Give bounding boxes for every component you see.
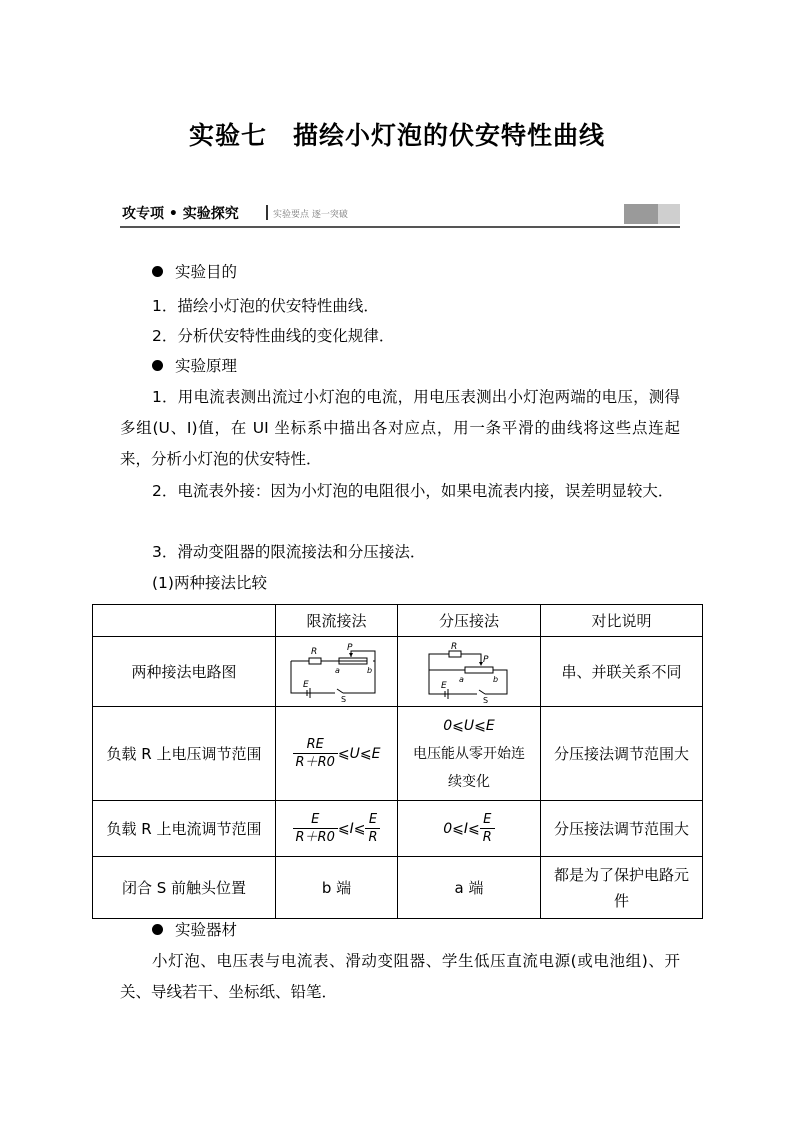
row-label: 负载 R 上电流调节范围: [93, 801, 276, 857]
fraction: $\frac{E}{R}$: [480, 811, 495, 846]
position-limiting: b 端: [276, 857, 398, 919]
row-note: 分压接法调节范围大: [541, 801, 703, 857]
circuit-divider-diagram: [419, 640, 519, 704]
table-header-row: [93, 605, 703, 637]
circuit-limiting-cell: [276, 637, 398, 707]
label-s: S: [483, 695, 489, 704]
circuit-divider-cell: [398, 637, 541, 707]
row-label: 闭合 S 前触头位置: [93, 857, 276, 919]
principle-paragraph-1: 1．用电流表测出流过小灯泡的电流，用电压表测出小灯泡两端的电压，测得多组(U、I)值，在 UI 坐标系中描出各对应点，用一条平滑的曲线将这些点连起来，分析小灯泡的伏安特性．: [120, 388, 680, 468]
heading-equipment: 实验器材: [152, 920, 237, 940]
bullet-icon: [152, 924, 163, 935]
table-header-cell: 限流接法: [276, 605, 398, 637]
heading-principle: 实验原理: [152, 356, 237, 376]
current-range-limiting: $\frac{E}{R+R0}$ ⩽I⩽ $\frac{E}{R}$: [276, 801, 398, 857]
label-r: R: [310, 646, 317, 657]
principle-paragraph-2: 2．电流表外接：因为小灯泡的电阻很小，如果电流表内接，误差明显较大．: [152, 482, 674, 500]
voltage-range-limiting: $\frac{RE}{R+R0}$ ⩽U⩽E: [276, 707, 398, 801]
circuit-limiting-diagram: [287, 641, 387, 703]
row-label: 负载 R 上电压调节范围: [93, 707, 276, 801]
comparison-table: [92, 604, 703, 919]
label-p: P: [346, 642, 352, 653]
principle-paragraph-3: 3．滑动变阻器的限流接法和分压接法．: [152, 543, 426, 561]
table-header-cell: 对比说明: [541, 605, 703, 637]
banner-title: 攻专项 • 实验探究: [122, 206, 239, 222]
purpose-item-1: 1．描绘小灯泡的伏安特性曲线．: [152, 297, 379, 315]
row-note: 分压接法调节范围大: [541, 707, 703, 801]
label-a: a: [459, 674, 464, 684]
page-title: 实验七 描绘小灯泡的伏安特性曲线: [188, 121, 605, 150]
bullet-icon: [152, 266, 163, 277]
position-divider: a 端: [398, 857, 541, 919]
banner-subtitle: 实验要点 逐一突破: [273, 210, 348, 220]
banner-divider: [266, 205, 268, 220]
label-s: S: [340, 694, 346, 703]
label-p: P: [483, 654, 489, 665]
table-header-cell: 分压接法: [398, 605, 541, 637]
fraction: $\frac{RE}{R+R0}$: [293, 736, 338, 771]
label-a: a: [334, 665, 340, 675]
row-note: 串、并联关系不同: [541, 637, 703, 707]
table-header-cell: [93, 605, 276, 637]
purpose-item-2: 2．分析伏安特性曲线的变化规律．: [152, 327, 395, 345]
voltage-range-divider: 0⩽U⩽E 电压能从零开始连 续变化: [398, 707, 541, 801]
label-e: E: [441, 680, 447, 691]
fraction: $\frac{E}{R}$: [365, 811, 380, 846]
table-row: [93, 801, 703, 857]
fraction: $\frac{E}{R+R0}$: [293, 811, 338, 846]
table-row: [93, 857, 703, 919]
row-label: 两种接法电路图: [93, 637, 276, 707]
label-e: E: [302, 679, 309, 690]
label-r: R: [451, 641, 458, 652]
label-b: b: [366, 665, 372, 675]
row-note: 都是为了保护电路元件: [541, 857, 703, 919]
section-banner: [120, 202, 680, 228]
heading-purpose: 实验目的: [152, 262, 237, 282]
banner-decor-dark: [624, 204, 658, 224]
current-range-divider: 0⩽I⩽ $\frac{E}{R}$: [398, 801, 541, 857]
table-row: [93, 637, 703, 707]
label-b: b: [493, 674, 499, 684]
table-row: [93, 707, 703, 801]
comparison-subheading: (1)两种接法比较: [152, 574, 267, 592]
equipment-paragraph: 小灯泡、电压表与电流表、滑动变阻器、学生低压直流电源(或电池组)、开关、导线若干、坐标纸、铅笔．: [120, 952, 680, 1001]
bullet-icon: [152, 360, 163, 371]
banner-decor-light: [658, 204, 680, 224]
